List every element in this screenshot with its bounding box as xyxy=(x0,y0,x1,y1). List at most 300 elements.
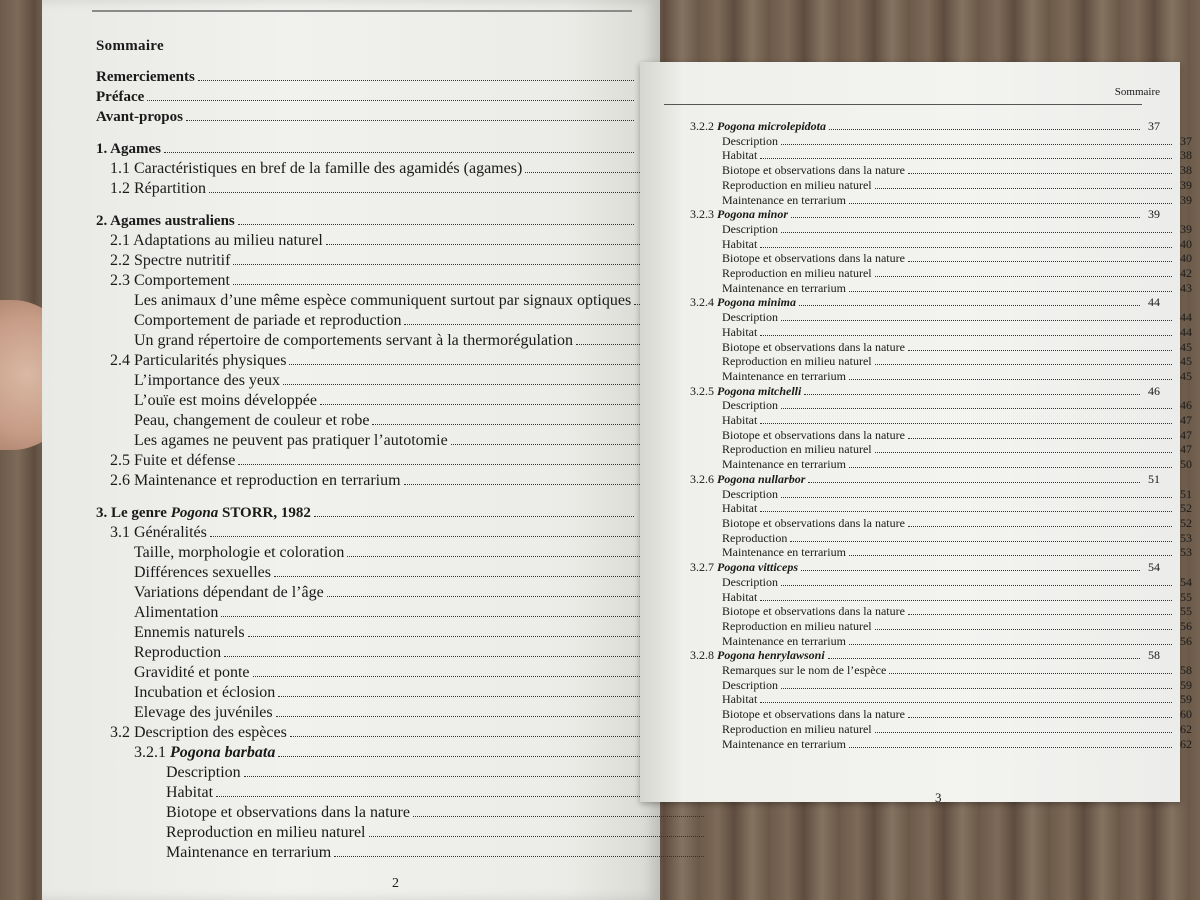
toc-entry-title xyxy=(110,159,522,179)
toc-entry-text: 2. Agames australiens xyxy=(96,213,235,229)
toc-entry-page: 39 xyxy=(1180,221,1192,236)
toc-entry-page: 47 xyxy=(1180,442,1192,457)
toc-entry-page: 62 xyxy=(1180,736,1192,751)
dot-leader xyxy=(347,556,672,557)
toc-entry xyxy=(652,575,1192,590)
dot-leader xyxy=(244,776,704,777)
toc-entry-text: Maintenance en terrarium xyxy=(722,368,846,383)
toc-entry xyxy=(652,281,1192,296)
toc-entry-title xyxy=(722,575,778,590)
toc-entry-title xyxy=(722,251,905,266)
dot-leader xyxy=(875,629,1172,630)
toc-entry xyxy=(652,251,1192,266)
toc-entry-title xyxy=(722,310,778,325)
toc-entry-text: Les agames ne peuvent pas pratiquer l’autotomie xyxy=(134,432,448,449)
toc-entry-page: 47 xyxy=(1180,413,1192,428)
dot-leader xyxy=(875,452,1172,453)
toc-entry-title xyxy=(96,139,161,159)
toc-entry-title xyxy=(722,193,846,208)
toc-entry-text: Reproduction en milieu naturel xyxy=(722,354,872,369)
toc-entry-text: Maintenance en terrarium xyxy=(722,545,846,560)
toc-entry xyxy=(652,442,1192,457)
toc-entry-text: Description xyxy=(166,764,241,781)
toc-entry-page: 58 xyxy=(1180,663,1192,678)
toc-entry-page: 53 xyxy=(1180,530,1192,545)
dot-leader xyxy=(210,536,648,537)
toc-entry-number: 3.2.3 xyxy=(690,207,714,222)
toc-entry-text: Habitat xyxy=(722,413,758,428)
dot-leader xyxy=(908,173,1172,174)
toc-entry-text: L’importance des yeux xyxy=(134,372,281,389)
toc-entry-title xyxy=(166,783,213,803)
toc-entry xyxy=(92,139,636,159)
toc-entry xyxy=(92,391,674,411)
toc-entry xyxy=(652,384,1160,399)
toc-entry-title xyxy=(96,503,311,523)
dot-leader xyxy=(221,616,672,617)
toc-entry-text: Description xyxy=(722,398,778,413)
toc-entry-text: Maintenance en terrarium xyxy=(722,280,846,295)
toc-entry-page: 37 xyxy=(1148,119,1160,133)
toc-entry-text: Maintenance en terrarium xyxy=(722,633,846,648)
toc-entry-page: 60 xyxy=(1180,707,1192,722)
toc-entry-text: Taille, morphologie et coloration xyxy=(134,544,345,561)
toc-entry-text: Habitat xyxy=(722,324,758,339)
toc-entry-title xyxy=(722,634,846,649)
toc-entry xyxy=(92,331,674,351)
toc-entry xyxy=(652,560,1160,575)
toc-entry xyxy=(652,457,1192,472)
dot-leader xyxy=(525,172,648,173)
toc-entry-title xyxy=(722,722,872,737)
toc-entry-title xyxy=(110,723,287,743)
toc-entry-number: 3.2.5 xyxy=(690,383,714,398)
left-page xyxy=(42,0,660,900)
toc-entry-title xyxy=(110,179,206,199)
dot-leader xyxy=(278,696,672,697)
toc-entry-title xyxy=(722,413,757,428)
toc-entry-title xyxy=(110,271,230,291)
dot-leader xyxy=(790,541,1172,542)
toc-entry xyxy=(652,428,1192,443)
toc-entry-number: 3.2.2 xyxy=(690,119,714,133)
toc-entry-title xyxy=(134,583,324,603)
dot-leader xyxy=(875,732,1172,733)
toc-entry-text: Description xyxy=(722,486,778,501)
toc-entry xyxy=(652,501,1192,516)
toc-entry-text: Description xyxy=(722,221,778,236)
toc-entry-species: Pogona barbata xyxy=(170,744,276,761)
toc-entry xyxy=(652,119,1160,134)
toc-entry-title xyxy=(96,87,144,107)
dot-leader xyxy=(320,404,672,405)
toc-entry-title xyxy=(166,803,410,823)
toc-entry-title xyxy=(134,431,448,451)
dot-leader xyxy=(908,614,1172,615)
toc-entry-title xyxy=(110,251,230,271)
toc-entry-title xyxy=(722,281,846,296)
toc-entry-title xyxy=(134,311,401,331)
dot-leader xyxy=(781,144,1172,145)
dot-leader xyxy=(209,192,648,193)
toc-entry-title xyxy=(134,603,218,623)
toc-entry-page: 45 xyxy=(1180,339,1192,354)
toc-entry-text: Habitat xyxy=(722,501,758,516)
toc-entry xyxy=(652,678,1192,693)
toc-entry xyxy=(92,503,636,523)
toc-entry-page: 62 xyxy=(1180,721,1192,736)
toc-entry-page: 46 xyxy=(1180,398,1192,413)
toc-entry-title xyxy=(96,67,195,87)
toc-entry xyxy=(652,648,1160,663)
toc-entry-text: Description xyxy=(722,677,778,692)
toc-entry xyxy=(92,843,706,863)
toc-entry-number: 3.2.6 xyxy=(690,471,714,486)
toc-entry-title xyxy=(722,516,905,531)
dot-leader xyxy=(760,702,1172,703)
toc-entry-text: Remerciements xyxy=(96,69,195,85)
toc-entry-text: Habitat xyxy=(166,784,214,801)
toc-entry-page: 50 xyxy=(1180,457,1192,472)
toc-entry-title xyxy=(690,472,805,487)
toc-entry xyxy=(652,178,1192,193)
toc-entry-title xyxy=(722,163,905,178)
toc-entry-title xyxy=(690,648,825,663)
toc-entry-page: 44 xyxy=(1180,310,1192,325)
toc-entry-title xyxy=(722,531,787,546)
dot-leader xyxy=(289,364,648,365)
toc-entry xyxy=(92,311,674,331)
toc-entry xyxy=(652,590,1192,605)
toc-entry xyxy=(92,663,674,683)
toc-entry-species: Pogona xyxy=(170,505,219,521)
dot-leader xyxy=(326,244,648,245)
toc-entry-text: Maintenance en terrarium xyxy=(722,736,846,751)
toc-entry xyxy=(92,471,650,491)
toc-entry xyxy=(92,583,674,603)
toc-entry xyxy=(652,634,1192,649)
toc-entry-title xyxy=(722,501,757,516)
toc-entry-title xyxy=(722,678,778,693)
toc-entry-text: Remarques sur le nom de l’espèce xyxy=(722,663,887,678)
dot-leader xyxy=(760,247,1172,248)
dot-leader xyxy=(760,335,1172,336)
toc-entry-species: Pogona vitticeps xyxy=(717,560,798,575)
dot-leader xyxy=(781,688,1172,689)
dot-leader xyxy=(781,497,1172,498)
toc-entry-text: Reproduction en milieu naturel xyxy=(722,177,872,192)
toc-entry xyxy=(652,531,1192,546)
toc-entry-title xyxy=(134,391,317,411)
toc-entry xyxy=(92,107,636,127)
toc-entry xyxy=(92,543,674,563)
toc-entry xyxy=(652,325,1192,340)
toc-entry-text: Elevage des juvéniles xyxy=(134,704,273,721)
toc-entry-page: 40 xyxy=(1180,236,1192,251)
toc-entry xyxy=(92,623,674,643)
dot-leader xyxy=(799,305,1140,306)
toc-entry-page: 55 xyxy=(1180,589,1192,604)
toc-entry-page: 52 xyxy=(1180,501,1192,516)
toc-entry-page: 39 xyxy=(1148,207,1160,222)
dot-leader xyxy=(276,716,672,717)
toc-entry-text: 1.2 Répartition xyxy=(110,180,206,197)
toc-entry-title xyxy=(690,207,788,222)
dot-leader xyxy=(760,511,1172,512)
toc-entry-title xyxy=(134,371,280,391)
toc-entry-text: 3.2 Description des espèces xyxy=(110,724,287,741)
toc-entry-title xyxy=(110,351,286,371)
toc-entry-text: Reproduction en milieu naturel xyxy=(722,442,872,457)
dot-leader xyxy=(238,224,634,225)
toc-entry-text: 3. Le genre xyxy=(96,505,167,521)
toc-entry-title xyxy=(722,487,778,502)
toc-entry-number: 3.2.8 xyxy=(690,648,714,663)
toc-entry-text: Habitat xyxy=(722,692,758,707)
toc-entry-text: 1. Agames xyxy=(96,141,161,157)
toc-entry-text: Description xyxy=(722,574,778,589)
toc-entry-page: 59 xyxy=(1180,677,1192,692)
dot-leader xyxy=(889,673,1172,674)
toc-entry-page: 59 xyxy=(1180,692,1192,707)
toc-entry-title xyxy=(134,703,273,723)
toc-entry-title xyxy=(722,237,757,252)
toc-entry-species: Pogona nullarbor xyxy=(717,471,806,486)
right-header-rule xyxy=(664,104,1142,105)
toc-entry-text: Gravidité et ponte xyxy=(134,664,250,681)
dot-leader xyxy=(186,120,634,121)
dot-leader xyxy=(760,158,1172,159)
dot-leader xyxy=(404,484,648,485)
left-toc xyxy=(92,67,660,863)
toc-entry-page: 47 xyxy=(1180,427,1192,442)
toc-entry-text: Maintenance en terrarium xyxy=(722,457,846,472)
toc-entry xyxy=(652,722,1192,737)
dot-leader xyxy=(198,80,634,81)
toc-entry xyxy=(652,619,1192,634)
toc-entry-text: Reproduction en milieu naturel xyxy=(722,618,872,633)
toc-entry xyxy=(92,371,674,391)
dot-leader xyxy=(253,676,672,677)
toc-entry xyxy=(92,683,674,703)
toc-entry xyxy=(92,231,650,251)
toc-entry-text: Reproduction en milieu naturel xyxy=(166,824,366,841)
toc-entry xyxy=(652,737,1192,752)
toc-entry xyxy=(92,603,674,623)
toc-entry-text: Reproduction en milieu naturel xyxy=(722,721,872,736)
toc-entry-page: 56 xyxy=(1180,618,1192,633)
left-header-rule xyxy=(92,10,632,12)
dot-leader xyxy=(164,152,634,153)
toc-entry-title xyxy=(110,471,401,491)
toc-entry xyxy=(652,266,1192,281)
toc-entry-page: 45 xyxy=(1180,354,1192,369)
dot-leader xyxy=(278,756,672,757)
toc-entry-text: Reproduction en milieu naturel xyxy=(722,266,872,281)
toc-entry-title xyxy=(166,763,241,783)
toc-entry-page: 54 xyxy=(1148,560,1160,575)
toc-entry-title xyxy=(722,692,757,707)
toc-entry-text: Les animaux d’une même espèce communiquent surtout par signaux optiques xyxy=(134,292,632,309)
toc-entry xyxy=(652,222,1192,237)
toc-entry-text: 2.2 Spectre nutritif xyxy=(110,252,231,269)
toc-entry xyxy=(92,563,674,583)
toc-entry-title xyxy=(722,325,757,340)
toc-entry-text: 2.4 Particularités physiques xyxy=(110,352,287,369)
toc-entry-title xyxy=(722,428,905,443)
dot-leader xyxy=(781,232,1172,233)
dot-leader xyxy=(875,188,1172,189)
dot-leader xyxy=(849,467,1172,468)
toc-entry-text: Biotope et observations dans la nature xyxy=(722,339,905,354)
toc-entry xyxy=(652,545,1192,560)
toc-entry-title xyxy=(722,266,872,281)
dot-leader xyxy=(327,596,672,597)
dot-leader xyxy=(849,379,1172,380)
toc-entry-page: 58 xyxy=(1148,648,1160,663)
dot-leader xyxy=(314,516,634,517)
toc-entry-title xyxy=(722,369,846,384)
toc-entry-title xyxy=(134,411,369,431)
toc-entry xyxy=(652,707,1192,722)
toc-entry-page: 44 xyxy=(1180,324,1192,339)
toc-entry-text: Ennemis naturels xyxy=(134,624,245,641)
toc-entry-text: Reproduction xyxy=(134,644,222,661)
toc-entry xyxy=(92,179,650,199)
toc-entry-title xyxy=(722,442,872,457)
toc-entry-page: 51 xyxy=(1148,471,1160,486)
toc-entry-text: Habitat xyxy=(722,589,758,604)
toc-entry xyxy=(92,723,650,743)
dot-leader xyxy=(804,394,1140,395)
toc-entry-page: 38 xyxy=(1180,148,1192,163)
toc-entry xyxy=(652,692,1192,707)
toc-entry-title xyxy=(722,604,905,619)
dot-leader xyxy=(290,736,648,737)
toc-entry-species: Pogona mitchelli xyxy=(717,383,802,398)
toc-entry-text: Biotope et observations dans la nature xyxy=(722,251,905,266)
toc-entry xyxy=(652,207,1160,222)
toc-entry-title xyxy=(96,211,235,231)
toc-entry-title xyxy=(166,843,331,863)
toc-entry-title xyxy=(134,683,275,703)
toc-entry-text: Biotope et observations dans la nature xyxy=(722,707,905,722)
toc-entry-page: 46 xyxy=(1148,383,1160,398)
toc-entry-page: 53 xyxy=(1180,545,1192,560)
toc-entry xyxy=(92,643,674,663)
toc-entry xyxy=(652,663,1192,678)
dot-leader xyxy=(233,264,648,265)
toc-entry xyxy=(92,351,650,371)
dot-leader xyxy=(233,284,648,285)
toc-entry-page: 38 xyxy=(1180,163,1192,178)
dot-leader xyxy=(829,129,1140,130)
toc-entry-page: 55 xyxy=(1180,604,1192,619)
toc-entry-page: 40 xyxy=(1180,251,1192,266)
toc-entry xyxy=(92,743,674,763)
toc-entry-title xyxy=(722,340,905,355)
toc-entry-title xyxy=(690,119,826,134)
dot-leader xyxy=(760,600,1172,601)
toc-entry-title xyxy=(134,331,573,351)
right-toc xyxy=(652,119,1192,751)
toc-entry-title xyxy=(134,643,221,663)
dot-leader xyxy=(781,408,1172,409)
toc-entry-species: Pogona minor xyxy=(717,207,789,222)
toc-entry-text: Biotope et observations dans la nature xyxy=(722,163,905,178)
dot-leader xyxy=(369,836,705,837)
toc-entry xyxy=(92,783,706,803)
toc-entry-page: 54 xyxy=(1180,574,1192,589)
toc-entry-text: Un grand répertoire de comportements servant à la thermorégulation xyxy=(134,332,573,349)
dot-leader xyxy=(238,464,648,465)
right-folio: 3 xyxy=(935,790,942,805)
toc-entry-page: 56 xyxy=(1180,633,1192,648)
running-head: Sommaire xyxy=(1114,86,1160,98)
right-page xyxy=(640,62,1192,805)
toc-entry xyxy=(92,87,636,107)
dot-leader xyxy=(274,576,672,577)
toc-entry-title xyxy=(96,107,183,127)
toc-entry-title xyxy=(722,545,846,560)
dot-leader xyxy=(908,438,1172,439)
dot-leader xyxy=(147,100,634,101)
dot-leader xyxy=(908,350,1172,351)
toc-entry-page: 51 xyxy=(1180,486,1192,501)
toc-entry-page: 39 xyxy=(1180,177,1192,192)
toc-entry xyxy=(652,398,1192,413)
toc-entry-number: 3.2.7 xyxy=(690,560,714,575)
toc-entry-page: 42 xyxy=(1180,266,1192,281)
toc-entry-text: Incubation et éclosion xyxy=(134,684,276,701)
toc-entry-title xyxy=(110,523,207,543)
toc-entry xyxy=(92,291,674,311)
dot-leader xyxy=(224,656,672,657)
toc-entry-page: 43 xyxy=(1180,280,1192,295)
toc-entry xyxy=(92,411,674,431)
toc-entry-title xyxy=(722,737,846,752)
toc-entry-title xyxy=(722,398,778,413)
dot-leader xyxy=(875,364,1172,365)
toc-entry-species: Pogona henrylawsoni xyxy=(717,648,825,663)
toc-entry xyxy=(92,67,636,87)
toc-entry xyxy=(652,354,1192,369)
toc-entry xyxy=(652,340,1192,355)
toc-entry-text: Maintenance en terrarium xyxy=(166,844,332,861)
toc-entry xyxy=(652,604,1192,619)
toc-entry xyxy=(92,763,706,783)
toc-entry-text: Alimentation xyxy=(134,604,219,621)
toc-entry-title xyxy=(722,457,846,472)
toc-entry-text: Biotope et observations dans la nature xyxy=(722,427,905,442)
dot-leader xyxy=(791,217,1140,218)
toc-entry-text: Variations dépendant de l’âge xyxy=(134,584,324,601)
toc-entry-text: Maintenance en terrarium xyxy=(722,192,846,207)
left-folio: 2 xyxy=(392,876,399,891)
toc-entry-text: 2.5 Fuite et défense xyxy=(110,452,236,469)
toc-entry-title xyxy=(722,707,905,722)
dot-leader xyxy=(828,658,1140,659)
dot-leader xyxy=(849,644,1172,645)
dot-leader xyxy=(781,585,1172,586)
toc-entry-page: 44 xyxy=(1148,295,1160,310)
toc-entry-title xyxy=(134,291,631,311)
dot-leader xyxy=(908,526,1172,527)
toc-entry-text: Peau, changement de couleur et robe xyxy=(134,412,370,429)
dot-leader xyxy=(334,856,704,857)
toc-entry-page: 52 xyxy=(1180,515,1192,530)
toc-entry-text: Biotope et observations dans la nature xyxy=(722,515,905,530)
